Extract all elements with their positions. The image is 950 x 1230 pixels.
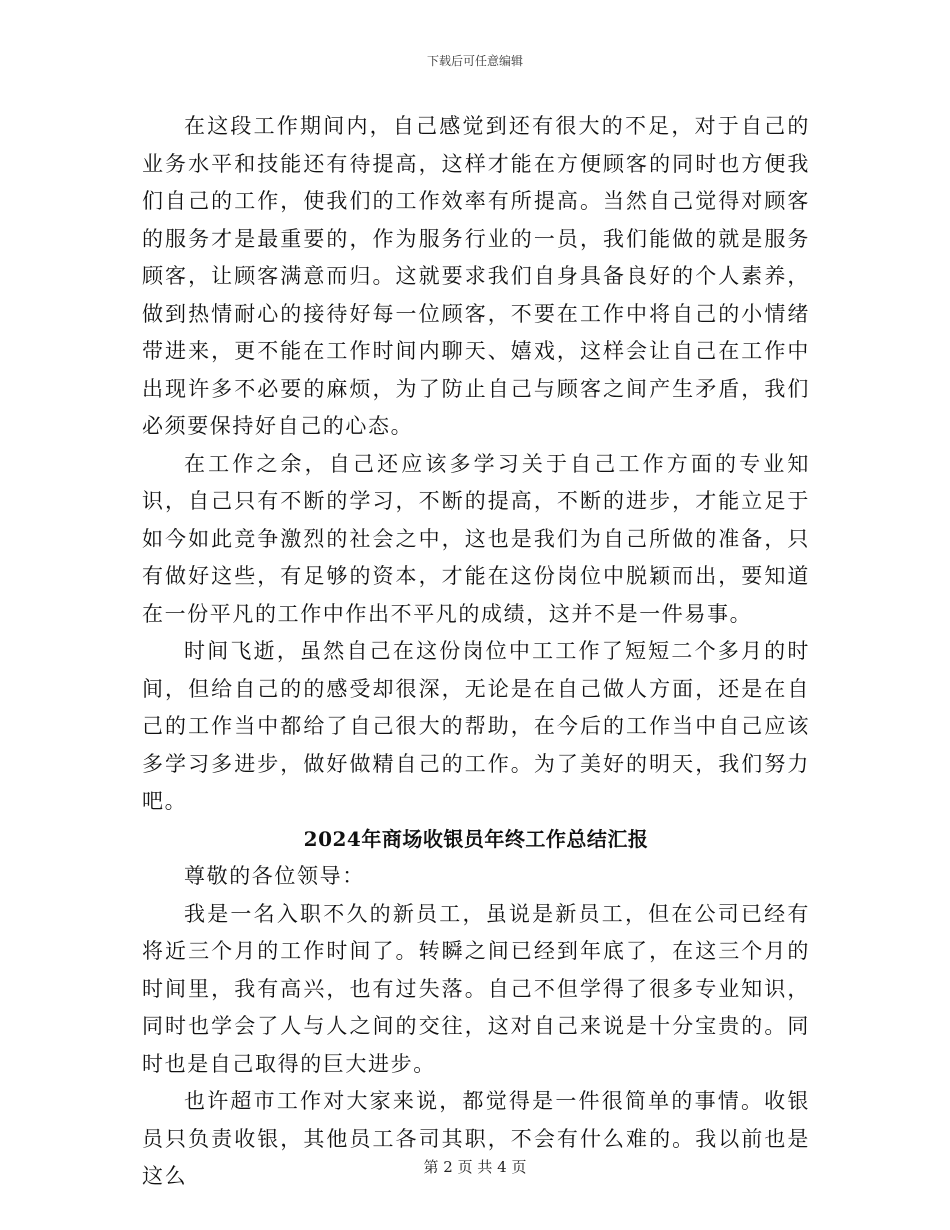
section-title: 2024年商场收银员年终工作总结汇报 bbox=[303, 826, 649, 851]
body-paragraph-5: 也许超市工作对大家来说，都觉得是一件很简单的事情。收银员只负责收银，其他员工各司其职，不会有什么难的。我以前也是这么 bbox=[142, 1089, 810, 1188]
body-paragraph-3: 时间飞逝，虽然自己在这份岗位中工工作了短短二个多月的时间，但给自己的的感受却很深，无论是在自己做人方面，还是在自己的工作当中都给了自己很大的帮助，在今后的工作当中自己应该多学习多进步，做好做精自己的工作。为了美好的明天，我们努力吧。 bbox=[142, 639, 810, 813]
body-paragraph-4: 我是一名入职不久的新员工，虽说是新员工，但在公司已经有将近三个月的工作时间了。转瞬之间已经到年底了，在这三个月的时间里，我有高兴，也有过失落。自己不但学得了很多专业知识，同时也学会了人与人之间的交往，这对自己来说是十分宝贵的。同时也是自己取得的巨大进步。 bbox=[142, 901, 810, 1076]
page-number: 第 2 页 共 4 页 bbox=[423, 1158, 527, 1176]
body-paragraph-2: 在工作之余，自己还应该多学习关于自己工作方面的专业知识，自己只有不断的学习，不断的提高，不断的进步，才能立足于如今如此竞争激烈的社会之中，这也是我们为自己所做的准备，只有做好这些，有足够的资本，才能在这份岗位中脱颖而出，要知道在一份平凡的工作中作出不平凡的成绩，这并不是一件易事。 bbox=[142, 451, 810, 626]
document-body bbox=[142, 108, 810, 1196]
page-header-note: 下载后可任意编辑 bbox=[426, 54, 523, 68]
body-paragraph-1: 在这段工作期间内，自己感觉到还有很大的不足，对于自己的业务水平和技能还有待提高，这样才能在方便顾客的同时也方便我们自己的工作，使我们的工作效率有所提高。当然自己觉得对顾客的服务才是最重要的，作为服务行业的一员，我们能做的就是服务顾客，让顾客满意而归。这就要求我们自身具备良好的个人素养，做到热情耐心的接待好每一位顾客，不要在工作中将自己的小情绪带进来，更不能在工作时间内聊天、嬉戏，这样会让自己在工作中出现许多不必要的麻烦，为了防止自己与顾客之间产生矛盾，我们必须要保持好自己的心态。 bbox=[142, 114, 810, 438]
salutation: 尊敬的各位领导： bbox=[184, 864, 365, 888]
